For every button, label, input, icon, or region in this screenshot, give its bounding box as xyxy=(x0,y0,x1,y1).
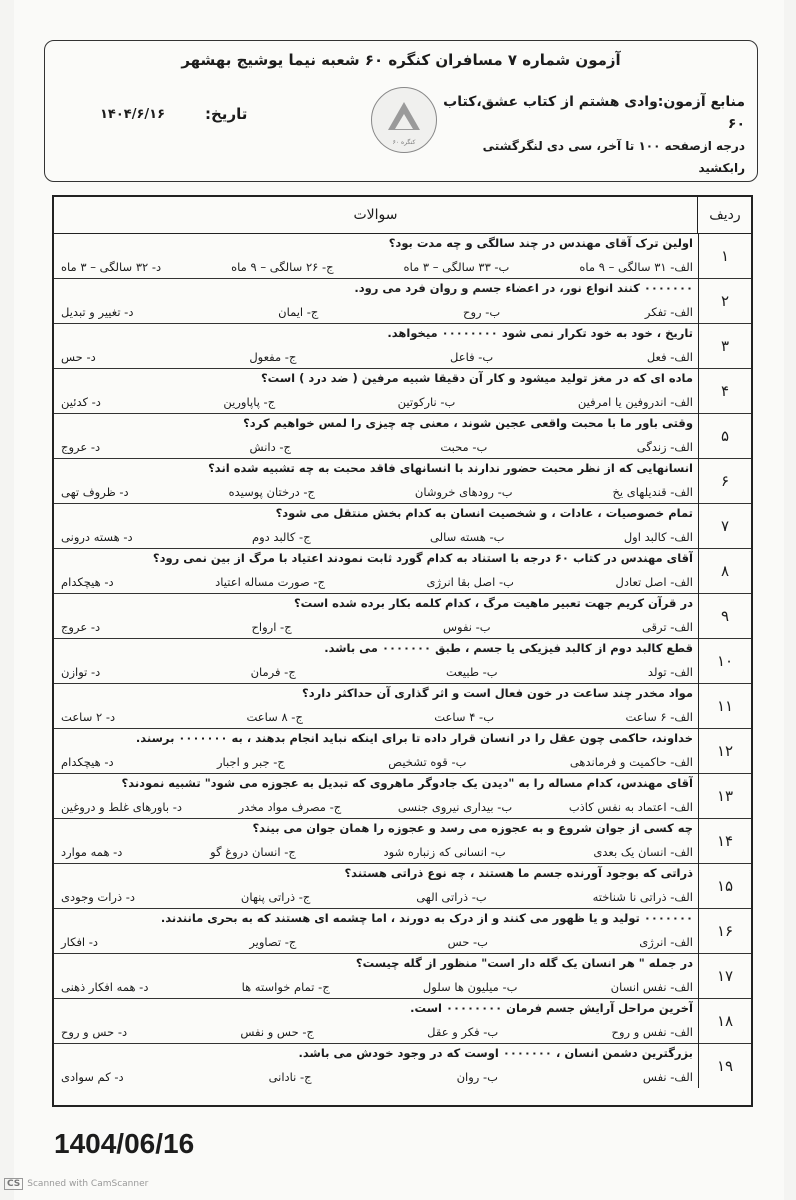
date-label: تاریخ: xyxy=(205,105,248,123)
answer-option: ج- ۲۶ سالگی – ۹ ماه xyxy=(231,260,334,274)
table-row xyxy=(54,368,751,414)
question-number: ۱۶ xyxy=(698,908,751,953)
answer-option: ج- فرمان xyxy=(250,665,296,679)
answer-option: د- باورهای غلط و دروغین xyxy=(61,800,183,814)
answer-option: الف- نفس و روح xyxy=(611,1025,693,1039)
answer-option: ب- فاعل xyxy=(450,350,494,364)
question-text: آقای مهندس، کدام مساله را به "دیدن یک جادوگر ماهروی که تبدیل به عجوزه می شود" تشبیه نمودند؟ xyxy=(121,776,693,790)
answer-option: ج- مصرف مواد مخدر xyxy=(238,800,342,814)
answer-option: د- کم سوادی xyxy=(61,1070,124,1084)
answer-option: ب- روح xyxy=(463,305,501,319)
answer-option: الف- قندیلهای یخ xyxy=(612,485,693,499)
questions-table xyxy=(52,195,753,1107)
table-row xyxy=(54,503,751,549)
answer-option: ج- نادانی xyxy=(268,1070,312,1084)
table-row xyxy=(54,278,751,324)
table-row xyxy=(54,683,751,729)
question-number: ۱۲ xyxy=(698,728,751,773)
answer-option: د- ظروف تهی xyxy=(61,485,129,499)
question-number: ۲ xyxy=(698,278,751,323)
answer-option: ج- ایمان xyxy=(278,305,319,319)
table-row xyxy=(54,728,751,774)
answer-option: ب- محبت xyxy=(440,440,488,454)
answer-option: د- همه افکار ذهنی xyxy=(61,980,149,994)
table-row xyxy=(54,773,751,819)
answer-option: ب- ۳۳ سالگی – ۳ ماه xyxy=(403,260,510,274)
question-number: ۷ xyxy=(698,503,751,548)
answer-option: ج- کالبد دوم xyxy=(251,530,311,544)
answer-option: ب- بیداری نیروی جنسی xyxy=(397,800,513,814)
sources-line-2: درجه ازصفحه ۱۰۰ تا آخر، سی دی لنگرگشتی رابکشید xyxy=(482,139,745,175)
answer-option: د- ذرات وجودی xyxy=(61,890,136,904)
congress-seal-icon xyxy=(371,87,437,153)
answer-option: الف- ذراتی نا شناخته xyxy=(592,890,693,904)
exam-title: آزمون شماره ۷ مسافران کنگره ۶۰ شعبه نیما یوشیج بهشهر xyxy=(181,51,621,69)
question-number: ۱۷ xyxy=(698,953,751,998)
table-row xyxy=(54,548,751,594)
camscanner-icon: CS xyxy=(4,1178,23,1190)
question-text: مواد مخدر چند ساعت در خون فعال است و اثر گذاری آن حداکثر دارد؟ xyxy=(302,686,693,700)
answer-option: ج- تمام خواسته ها xyxy=(241,980,330,994)
answer-option: ج- ارواح xyxy=(251,620,292,634)
question-text: ماده ای که در مغز تولید میشود و کار آن دقیقا شبیه مرفین ( ضد درد ) است؟ xyxy=(261,371,693,385)
answer-option: ب- ۴ ساعت xyxy=(434,710,495,724)
table-row xyxy=(54,323,751,369)
question-number: ۱۵ xyxy=(698,863,751,908)
question-number: ۱۱ xyxy=(698,683,751,728)
table-row xyxy=(54,593,751,639)
table-row xyxy=(54,458,751,504)
answer-options xyxy=(61,800,693,814)
answer-option: الف- اصل تعادل xyxy=(615,575,693,589)
answer-option: د- ۲ ساعت xyxy=(61,710,116,724)
answer-option: ب- نارکوتین xyxy=(397,395,456,409)
question-number: ۱۳ xyxy=(698,773,751,818)
question-number: ۱ xyxy=(698,233,751,278)
question-text: ذراتی که بوجود آورنده جسم ما هستند ، چه نوع ذراتی هستند؟ xyxy=(344,866,693,880)
table-row xyxy=(54,908,751,954)
question-text: خداوند، حاکمی چون عقل را در انسان قرار داده تا برای اینکه نباید انجام بدهند ، به ۰۰۰۰۰۰۰ برسند. xyxy=(135,731,693,745)
answer-option: ب- فکر و عقل xyxy=(427,1025,499,1039)
answer-option: الف- اعتماد به نفس کاذب xyxy=(568,800,693,814)
question-text: در قرآن کریم جهت تعبیر ماهیت مرگ ، کدام کلمه بکار برده شده است؟ xyxy=(293,596,693,610)
answer-options xyxy=(61,710,693,724)
answer-options xyxy=(61,305,693,319)
question-text: قطع کالبد دوم از کالبد فیزیکی یا جسم ، طبق ۰۰۰۰۰۰۰ می باشد. xyxy=(324,641,693,655)
exam-header xyxy=(44,40,758,182)
answer-option: الف- انسان یک بعدی xyxy=(593,845,693,859)
question-text: وقتی باور ما با محبت واقعی عجین شوند ، معنی چه چیزی را لمس خواهیم کرد؟ xyxy=(243,416,693,430)
question-text: تمام خصوصیات ، عادات ، و شخصیت انسان به کدام بخش منتقل می شود؟ xyxy=(275,506,693,520)
answer-option: ج- درختان پوسیده xyxy=(228,485,315,499)
answer-options xyxy=(61,845,693,859)
answer-option: د- عروج xyxy=(61,620,101,634)
answer-options xyxy=(61,1070,693,1084)
answer-options xyxy=(61,350,693,364)
question-text: آقای مهندس در کتاب ۶۰ درجه با استناد به کدام گورد ثابت نمودند اعتیاد با مرگ از بین نمی رود؟ xyxy=(152,551,693,565)
answer-option: ب- روان xyxy=(456,1070,498,1084)
answer-option: د- توازن xyxy=(61,665,101,679)
answer-option: د- افکار xyxy=(61,935,99,949)
question-number: ۶ xyxy=(698,458,751,503)
answer-option: ب- قوه تشخیص xyxy=(388,755,467,769)
answer-option: الف- ۳۱ سالگی – ۹ ماه xyxy=(579,260,693,274)
date-value: ۱۴۰۴/۶/۱۶ xyxy=(100,107,166,122)
answer-option: ج- دانش xyxy=(249,440,291,454)
answer-options xyxy=(61,485,693,499)
answer-option: ب- میلیون ها سلول xyxy=(422,980,518,994)
answer-option: الف- فعل xyxy=(646,350,693,364)
footer-date: 1404/06/16 xyxy=(54,1128,195,1159)
answer-option: د- حس و روح xyxy=(61,1025,128,1039)
scanner-watermark xyxy=(4,1178,148,1190)
question-number: ۱۹ xyxy=(698,1043,751,1088)
answer-option: الف- ترقی xyxy=(641,620,693,634)
exam-page xyxy=(14,0,784,1200)
question-text: آخرین مراحل آرایش جسم فرمان ۰۰۰۰۰۰۰۰ است. xyxy=(410,1001,693,1015)
answer-option: الف- تولد xyxy=(647,665,693,679)
answer-option: د- تغییر و تبدیل xyxy=(61,305,134,319)
question-text: تاریخ ، خود به خود تکرار نمی شود ۰۰۰۰۰۰۰۰ میخواهد. xyxy=(387,326,693,340)
answer-option: ب- طبیعت xyxy=(446,665,498,679)
answer-option: الف- کالبد اول xyxy=(623,530,693,544)
question-number: ۱۴ xyxy=(698,818,751,863)
answer-option: د- همه موارد xyxy=(61,845,123,859)
question-text: اولین ترک آقای مهندس در چند سالگی و چه مدت بود؟ xyxy=(388,236,693,250)
answer-option: الف- زندگی xyxy=(636,440,693,454)
answer-option: ج- مفعول xyxy=(249,350,297,364)
question-text: در جمله " هر انسان یک گله دار است" منظور از گله چیست؟ xyxy=(355,956,693,970)
table-row xyxy=(54,233,751,279)
answer-option: ب- نفوس xyxy=(442,620,491,634)
question-text: ۰۰۰۰۰۰۰ کنند انواع نور، در اعضاء جسم و روان فرد می رود. xyxy=(354,281,693,295)
answer-option: ج- جبر و اجبار xyxy=(216,755,285,769)
answer-options xyxy=(61,395,693,409)
answer-options xyxy=(61,890,693,904)
question-number: ۴ xyxy=(698,368,751,413)
answer-option: الف- نفس انسان xyxy=(610,980,693,994)
answer-options xyxy=(61,620,693,634)
question-number: ۸ xyxy=(698,548,751,593)
answer-option: د- هسته درونی xyxy=(61,530,133,544)
answer-option: الف- ۶ ساعت xyxy=(625,710,693,724)
answer-options xyxy=(61,935,693,949)
answer-options xyxy=(61,575,693,589)
table-row xyxy=(54,953,751,999)
question-number: ۱۸ xyxy=(698,998,751,1043)
answer-options xyxy=(61,1025,693,1039)
table-row xyxy=(54,413,751,459)
answer-option: د- کدئین xyxy=(61,395,101,409)
answer-option: ج- حس و نفس xyxy=(240,1025,314,1039)
answer-option: ب- ذراتی الهی xyxy=(416,890,487,904)
question-text: ۰۰۰۰۰۰۰ تولید و یا ظهور می کنند و از درک به دورند ، اما چشمه ای هستند که به بحری مانندند. xyxy=(160,911,693,925)
answer-option: ج- صورت مساله اعتیاد xyxy=(215,575,325,589)
question-text: بزرگترین دشمن انسان ، ۰۰۰۰۰۰۰ اوست که در وجود خودش می باشد. xyxy=(298,1046,693,1060)
answer-option: د- هیچکدام xyxy=(61,575,114,589)
answer-option: الف- اندروفین یا امرفین xyxy=(577,395,693,409)
answer-option: ج- ذراتی پنهان xyxy=(240,890,311,904)
answer-option: ج- انسان دروغ گو xyxy=(210,845,296,859)
question-number: ۱۰ xyxy=(698,638,751,683)
answer-options xyxy=(61,755,693,769)
answer-option: ج- ۸ ساعت xyxy=(246,710,303,724)
table-header xyxy=(54,197,751,234)
answer-options xyxy=(61,530,693,544)
answer-option: د- هیچکدام xyxy=(61,755,114,769)
column-header-questions: سوالات xyxy=(54,197,698,233)
question-text: چه کسی از جوان شروع و به عجوزه می رسد و عجوزه را همان جوان می بیند؟ xyxy=(252,821,693,835)
exam-sources xyxy=(435,91,745,179)
answer-option: الف- تفکر xyxy=(644,305,693,319)
table-row xyxy=(54,818,751,864)
question-text: انسانهایی که از نظر محبت حضور ندارند با انسانهای فاقد محبت به چه تشبیه شده اند؟ xyxy=(208,461,693,475)
answer-option: ب- اصل بقا انرژی xyxy=(426,575,514,589)
table-row xyxy=(54,863,751,909)
answer-option: ب- هسته سالی xyxy=(429,530,505,544)
sources-line-1: منابع آزمون:وادی هشتم از کتاب عشق،کتاب ۶۰ xyxy=(443,94,745,132)
table-row xyxy=(54,638,751,684)
answer-option: الف- انرژی xyxy=(639,935,693,949)
answer-option: ج- تصاویر xyxy=(249,935,297,949)
table-row xyxy=(54,1043,751,1088)
question-number: ۹ xyxy=(698,593,751,638)
question-number: ۵ xyxy=(698,413,751,458)
table-row xyxy=(54,998,751,1044)
answer-option: الف- حاکمیت و فرماندهی xyxy=(569,755,693,769)
answer-option: ب- حس xyxy=(447,935,489,949)
column-header-number: ردیف xyxy=(709,207,741,223)
answer-option: د- حس xyxy=(61,350,96,364)
seal-text: کنگره ۶۰ xyxy=(392,139,416,146)
answer-options xyxy=(61,980,693,994)
answer-option: د- عروج xyxy=(61,440,101,454)
answer-options xyxy=(61,440,693,454)
answer-option: ب- رودهای خروشان xyxy=(414,485,513,499)
answer-option: د- ۳۲ سالگی – ۳ ماه xyxy=(61,260,162,274)
answer-options xyxy=(61,260,693,274)
answer-options xyxy=(61,665,693,679)
scanner-text: Scanned with CamScanner xyxy=(27,1179,149,1189)
question-number: ۳ xyxy=(698,323,751,368)
answer-option: الف- نفس xyxy=(642,1070,693,1084)
answer-option: ب- انسانی که زنباره شود xyxy=(383,845,506,859)
answer-option: ج- پاپاورین xyxy=(223,395,276,409)
